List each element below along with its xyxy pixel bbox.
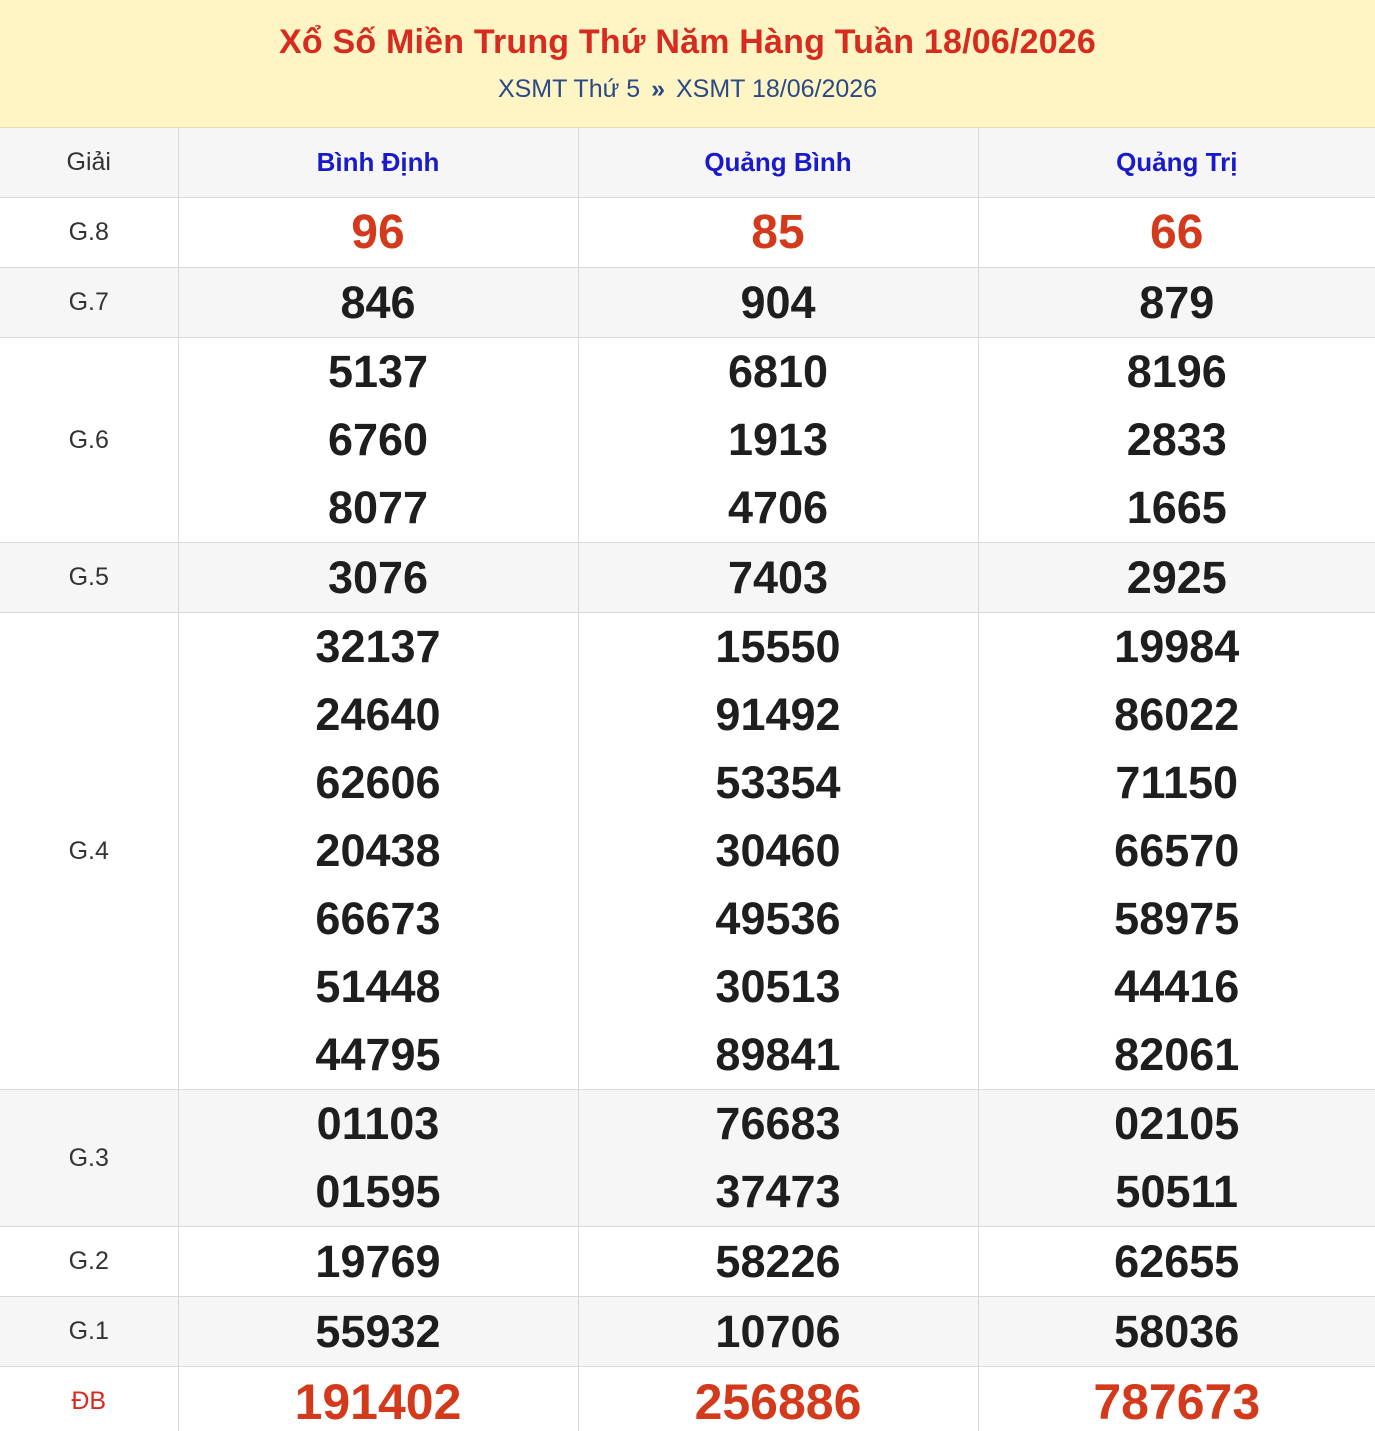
lottery-number: 15550	[715, 621, 841, 672]
lottery-number: 4706	[727, 482, 829, 533]
column-header-giai: Giải	[0, 128, 178, 198]
lottery-number: 58975	[1114, 893, 1240, 944]
prize-cell	[578, 1227, 978, 1297]
lottery-number: 2925	[1126, 551, 1227, 603]
lottery-number: 19769	[315, 1235, 441, 1287]
prize-cell	[178, 338, 578, 543]
prize-label: G.8	[0, 198, 178, 268]
lottery-number: 89841	[715, 1029, 841, 1080]
prize-cell	[178, 543, 578, 613]
lottery-number: 49536	[715, 893, 841, 944]
lottery-number: 6760	[327, 414, 429, 465]
prize-cell	[178, 1367, 578, 1431]
lottery-number: 2833	[1126, 414, 1227, 465]
lottery-number: 51448	[315, 961, 441, 1012]
prize-label: G.2	[0, 1227, 178, 1297]
prize-cell	[178, 1227, 578, 1297]
lottery-number: 58036	[1114, 1305, 1240, 1357]
lottery-number: 01595	[315, 1166, 441, 1217]
lottery-number: 58226	[715, 1235, 841, 1287]
breadcrumb-link-date[interactable]: XSMT 18/06/2026	[676, 75, 878, 103]
lottery-number: 37473	[715, 1166, 841, 1217]
prize-cell	[978, 1367, 1375, 1431]
prize-row	[0, 338, 1375, 543]
province-header[interactable]: Bình Định	[178, 128, 578, 198]
results-table	[0, 128, 1375, 1431]
lottery-number: 846	[340, 276, 416, 328]
lottery-number: 19984	[1114, 621, 1240, 672]
lottery-number: 256886	[694, 1373, 862, 1430]
prize-cell	[978, 1227, 1375, 1297]
prize-cell	[578, 268, 978, 338]
lottery-number: 50511	[1115, 1166, 1239, 1217]
lottery-number: 82061	[1114, 1029, 1240, 1080]
prize-row	[0, 543, 1375, 613]
lottery-number: 66673	[315, 893, 441, 944]
prize-cell	[978, 543, 1375, 613]
prize-cell	[578, 1297, 978, 1367]
lottery-number: 71150	[1115, 757, 1239, 808]
lottery-number: 85	[751, 205, 805, 259]
results-body	[0, 198, 1375, 1431]
lottery-number: 787673	[1093, 1373, 1261, 1430]
prize-cell	[978, 268, 1375, 338]
results-header	[0, 0, 1375, 128]
prize-row	[0, 1297, 1375, 1367]
lottery-number: 91492	[715, 689, 841, 740]
lottery-number: 1665	[1126, 482, 1227, 533]
prize-cell	[178, 613, 578, 1090]
province-header[interactable]: Quảng Bình	[578, 128, 978, 198]
prize-cell	[978, 338, 1375, 543]
prize-row	[0, 1090, 1375, 1227]
lottery-number: 44795	[315, 1029, 441, 1080]
lottery-number: 7403	[727, 551, 829, 603]
lottery-number: 66	[1150, 205, 1204, 259]
lottery-number: 191402	[294, 1373, 462, 1430]
lottery-number: 53354	[715, 757, 841, 808]
prize-cell	[578, 613, 978, 1090]
prize-cell	[578, 1367, 978, 1431]
lottery-number: 10706	[715, 1305, 841, 1357]
lottery-number: 76683	[715, 1098, 841, 1149]
lottery-number: 8196	[1126, 346, 1227, 397]
prize-row	[0, 268, 1375, 338]
prize-label: G.3	[0, 1090, 178, 1227]
lottery-number: 1913	[727, 414, 829, 465]
prize-row	[0, 198, 1375, 268]
prize-cell	[178, 1090, 578, 1227]
province-header[interactable]: Quảng Trị	[978, 128, 1375, 198]
prize-cell	[578, 198, 978, 268]
lottery-number: 44416	[1114, 961, 1240, 1012]
prize-label: G.6	[0, 338, 178, 543]
prize-row	[0, 613, 1375, 1090]
lottery-number: 3076	[327, 551, 429, 603]
prize-label: G.7	[0, 268, 178, 338]
prize-cell	[978, 198, 1375, 268]
lottery-number: 8077	[327, 482, 429, 533]
lottery-number: 30460	[715, 825, 841, 876]
lottery-number: 62606	[315, 757, 441, 808]
prize-label: G.5	[0, 543, 178, 613]
breadcrumb	[0, 74, 1375, 104]
prize-cell	[178, 268, 578, 338]
lottery-number: 02105	[1114, 1098, 1240, 1149]
prize-label: G.4	[0, 613, 178, 1090]
prize-cell	[578, 543, 978, 613]
table-header-row	[0, 128, 1375, 198]
lottery-number: 55932	[315, 1305, 441, 1357]
lottery-number: 879	[1139, 276, 1215, 328]
prize-cell	[578, 1090, 978, 1227]
page-title: Xổ Số Miền Trung Thứ Năm Hàng Tuần 18/06/2026	[278, 23, 1097, 61]
lottery-number: 86022	[1114, 689, 1240, 740]
prize-cell	[978, 1090, 1375, 1227]
lottery-number: 24640	[315, 689, 441, 740]
prize-cell	[978, 613, 1375, 1090]
lottery-number: 66570	[1114, 825, 1240, 876]
prize-cell	[578, 338, 978, 543]
lottery-number: 20438	[315, 825, 441, 876]
prize-cell	[978, 1297, 1375, 1367]
lottery-number: 96	[351, 205, 405, 259]
prize-row	[0, 1367, 1375, 1431]
lottery-number: 904	[740, 276, 816, 328]
lottery-number: 01103	[316, 1098, 440, 1149]
breadcrumb-separator: »	[651, 75, 666, 103]
prize-label: ĐB	[0, 1367, 178, 1431]
lottery-number: 62655	[1114, 1235, 1240, 1287]
lottery-number: 5137	[327, 346, 429, 397]
lottery-number: 30513	[715, 961, 841, 1012]
prize-cell	[178, 198, 578, 268]
breadcrumb-link-thu-5[interactable]: XSMT Thứ 5	[497, 75, 641, 103]
prize-label: G.1	[0, 1297, 178, 1367]
prize-row	[0, 1227, 1375, 1297]
lottery-number: 32137	[315, 621, 441, 672]
prize-cell	[178, 1297, 578, 1367]
lottery-number: 6810	[727, 346, 829, 397]
